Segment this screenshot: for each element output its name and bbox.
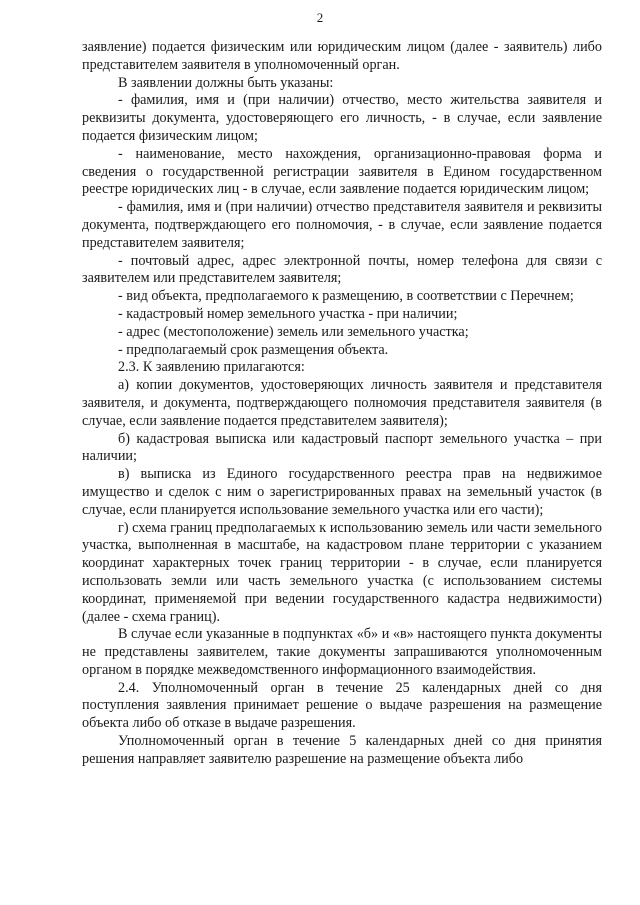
list-item-legal-entity-details: - наименование, место нахождения, организационно-правовая форма и сведения о государственной регистрации заявителя в Едином государственном реестре юридических лиц - в случае, если заявление подается юридическим лицом; <box>82 145 602 198</box>
list-item-cadastral-number: - кадастровый номер земельного участка - при наличии; <box>118 305 458 322</box>
section-paragraph-2-4: 2.4. Уполномоченный орган в течение 25 календарных дней со дня поступления заявления принимает решение о выдаче разрешения на размещение объекта либо об отказе в выдаче разрешения. <box>82 679 602 732</box>
page-number: 2 <box>316 10 324 25</box>
list-item-g-boundary-scheme: г) схема границ предполагаемых к использованию земель или части земельного участка, выполненная в масштабе, на кадастровом плане территории с указанием координат характерных точек границ территории - в случае, если планируется использовать земли или часть земельного участка (с использованием системы координат, применяемой при ведении государственного кадастра недвижимости) (далее - схема границ). <box>82 519 602 625</box>
list-item-representative-details: - фамилия, имя и (при наличии) отчество представителя заявителя и реквизиты документа, подтверждающего его полномочия, - в случае, если заявление подается представителем заявителя; <box>82 199 602 251</box>
list-item-b-cadastral-extract: б) кадастровая выписка или кадастровый паспорт земельного участка – при наличии; <box>82 430 602 465</box>
paragraph-required-fields-intro: В заявлении должны быть указаны: <box>118 74 334 91</box>
list-item-a-identity-copies: а) копии документов, удостоверяющих личность заявителя и представителя заявителя, и документа, подтверждающего полномочия представителя заявителя (в случае, если заявление подается представителем заявителя); <box>82 377 602 429</box>
list-item-placement-term: - предполагаемый срок размещения объекта. <box>118 341 389 358</box>
paragraph-applicant-definition: заявление) подается физическим или юридическим лицом (далее - заявитель) либо представителем заявителя в уполномоченный орган. <box>82 39 602 73</box>
list-item-object-type: - вид объекта, предполагаемого к размещению, в соответствии с Перечнем; <box>118 288 574 305</box>
document-body <box>82 39 602 769</box>
list-item-contact-details: - почтовый адрес, адрес электронной почты, номер телефона для связи с заявителем или представителем заявителя; <box>82 252 602 287</box>
list-item-land-address: - адрес (местоположение) земель или земельного участка; <box>118 323 469 340</box>
paragraph-interagency-request: В случае если указанные в подпунктах «б» и «в» настоящего пункта документы не представлены заявителем, такие документы запрашиваются уполномоченным органом в порядке межведомственного информационного взаимодействия. <box>82 626 602 678</box>
list-item-v-registry-extract: в) выписка из Единого государственного реестра прав на недвижимое имущество и сделок с ним о зарегистрированных правах на земельный участок (в случае, если планируется использование земельного участка или его части); <box>82 466 602 518</box>
section-heading-2-3: 2.3. К заявлению прилагаются: <box>118 359 305 376</box>
list-item-individual-details: - фамилия, имя и (при наличии) отчество, место жительства заявителя и реквизиты документа, удостоверяющего его личность, - в случае, если заявление подается физическим лицом; <box>82 92 602 144</box>
paragraph-decision-notification: Уполномоченный орган в течение 5 календарных дней со дня принятия решения направляет заявителю разрешение на размещение объекта либо <box>82 733 602 767</box>
